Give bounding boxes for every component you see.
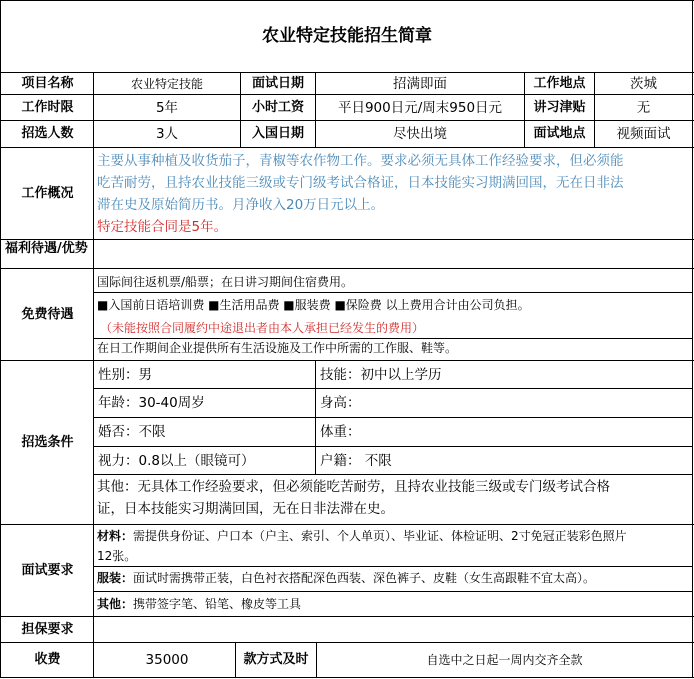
overview-contract-note: 特定技能合同是5年。 — [97, 219, 228, 235]
welfare-label: 福利待遇/优势 — [5, 241, 88, 256]
grid-line — [0, 642, 694, 643]
conditions-label: 招选条件 — [21, 434, 74, 450]
gender-field: 性别：男 — [98, 366, 152, 383]
entry-date-label: 入国日期 — [251, 126, 304, 141]
free-benefit-line-4: 在日工作期间企业提供所有生活设施及工作中所需的工作服、鞋等。 — [97, 341, 458, 355]
fee-value: 35000 — [145, 652, 189, 668]
overview-line-2: 吃苦耐劳，且持农业技能三级或专门级考试合格证，日本技能实习期满回国，无在日非法 — [97, 175, 624, 191]
grid-line — [94, 292, 692, 293]
dress-label: 服装： — [97, 571, 134, 585]
materials-line-1 — [97, 528, 627, 544]
grid-line — [240, 72, 241, 147]
grid-line — [0, 616, 694, 617]
recruit-count-value: 3人 — [155, 126, 179, 142]
interview-req-label: 面试要求 — [21, 562, 74, 578]
grid-line — [524, 72, 525, 147]
dress-text: 面试时需携带正装，白色衬衣搭配深色西装、深色裤子、皮鞋（女生高跟鞋不宜太高）。 — [133, 571, 596, 585]
page-title: 农业特定技能招生简章 — [262, 26, 432, 46]
interview-other-line — [97, 596, 301, 612]
interview-other-label: 其他： — [97, 597, 134, 611]
grid-line — [0, 147, 694, 148]
grid-line — [594, 72, 595, 147]
grid-line — [94, 338, 692, 339]
grid-line — [315, 360, 316, 474]
height-field: 身高： — [320, 395, 361, 411]
project-name-label: 项目名称 — [21, 75, 74, 91]
marriage-field: 婚否：不限 — [98, 424, 166, 440]
grid-line — [0, 120, 694, 121]
work-location-value: 茨城 — [630, 75, 657, 92]
interview-date-label: 面试日期 — [251, 75, 304, 91]
hourly-wage-value: 平日900日元/周末950日元 — [337, 99, 503, 116]
grid-line — [0, 0, 1, 678]
grid-line — [0, 72, 694, 73]
free-benefit-line-3: （未能按照合同履约中途退出者由本人承担已经发生的费用） — [100, 321, 425, 335]
grid-line — [0, 94, 694, 95]
work-period-value: 5年 — [155, 99, 179, 116]
payment-method-value: 自选中之日起一周内交齐全款 — [426, 653, 583, 667]
weight-field: 体重： — [320, 424, 361, 440]
grid-line — [94, 446, 692, 447]
training-allowance-value: 无 — [636, 99, 651, 116]
age-field: 年龄：30-40周岁 — [98, 395, 205, 411]
recruit-count-label: 招选人数 — [21, 126, 74, 141]
grid-line — [94, 417, 692, 418]
interview-place-label: 面试地点 — [533, 126, 586, 141]
free-benefit-line-1: 国际间往返机票/船票；在日讲习期间住宿费用。 — [97, 275, 354, 289]
skill-field: 技能：初中以上学历 — [320, 366, 442, 383]
overview-line-3: 滞在史及原始简历书。月净收入20万日元以上。 — [97, 197, 385, 213]
training-allowance-label: 讲习津贴 — [533, 99, 586, 115]
overview-line-1: 主要从事种植及收货茄子，青椒等农作物工作。要求必须无具体工作经验要求，但必须能 — [97, 153, 624, 169]
payment-method-label: 款方式及时 — [243, 652, 309, 667]
grid-line — [316, 642, 317, 678]
materials-line-2: 12张。 — [97, 549, 137, 563]
interview-date-value: 招满即面 — [393, 75, 447, 92]
free-benefits-label: 免费待遇 — [21, 306, 74, 322]
grid-line — [692, 0, 693, 678]
grid-line — [0, 360, 694, 361]
work-period-label: 工作时限 — [21, 99, 74, 115]
grid-line — [315, 72, 316, 147]
grid-line — [94, 566, 692, 567]
interview-other-text: 携带签字笔、铅笔、橡皮等工具 — [133, 597, 302, 611]
hukou-field: 户籍： 不限 — [320, 452, 392, 469]
grid-line — [235, 642, 236, 678]
overview-label: 工作概况 — [21, 185, 74, 201]
other-conditions-line-1: 其他：无具体工作经验要求，但必须能吃苦耐劳，且持农业技能三级或专门级考试合格 — [97, 479, 610, 495]
fee-label: 收费 — [34, 652, 61, 667]
dress-line — [97, 570, 595, 586]
grid-line — [0, 239, 694, 240]
grid-line — [94, 474, 692, 475]
work-location-label: 工作地点 — [533, 75, 586, 91]
project-name-value: 农业特定技能 — [130, 76, 203, 91]
hourly-wage-label: 小时工资 — [251, 99, 304, 115]
other-conditions-line-2: 证，日本技能实习期满回国，无在日非法滞在史。 — [97, 501, 394, 517]
grid-line — [0, 524, 694, 525]
grid-line — [0, 677, 694, 678]
free-benefit-line-2: ■入国前日语培训费 ■生活用品费 ■服装费 ■保险费 以上费用合计由公司负担。 — [97, 298, 530, 312]
entry-date-value: 尽快出境 — [393, 126, 447, 142]
guarantee-label: 担保要求 — [21, 621, 74, 637]
grid-line — [93, 72, 94, 678]
grid-line — [94, 388, 692, 389]
interview-place-value: 视频面试 — [616, 126, 671, 142]
grid-line — [0, 268, 694, 269]
vision-field: 视力：0.8以上（眼镜可） — [98, 452, 255, 469]
grid-line — [94, 591, 692, 592]
materials-text: 需提供身份证、户口本（户主、索引、个人单页）、毕业证、体检证明、2寸免冠正装彩色照片 — [133, 529, 627, 543]
materials-label: 材料： — [97, 529, 134, 543]
grid-line — [0, 0, 694, 1]
